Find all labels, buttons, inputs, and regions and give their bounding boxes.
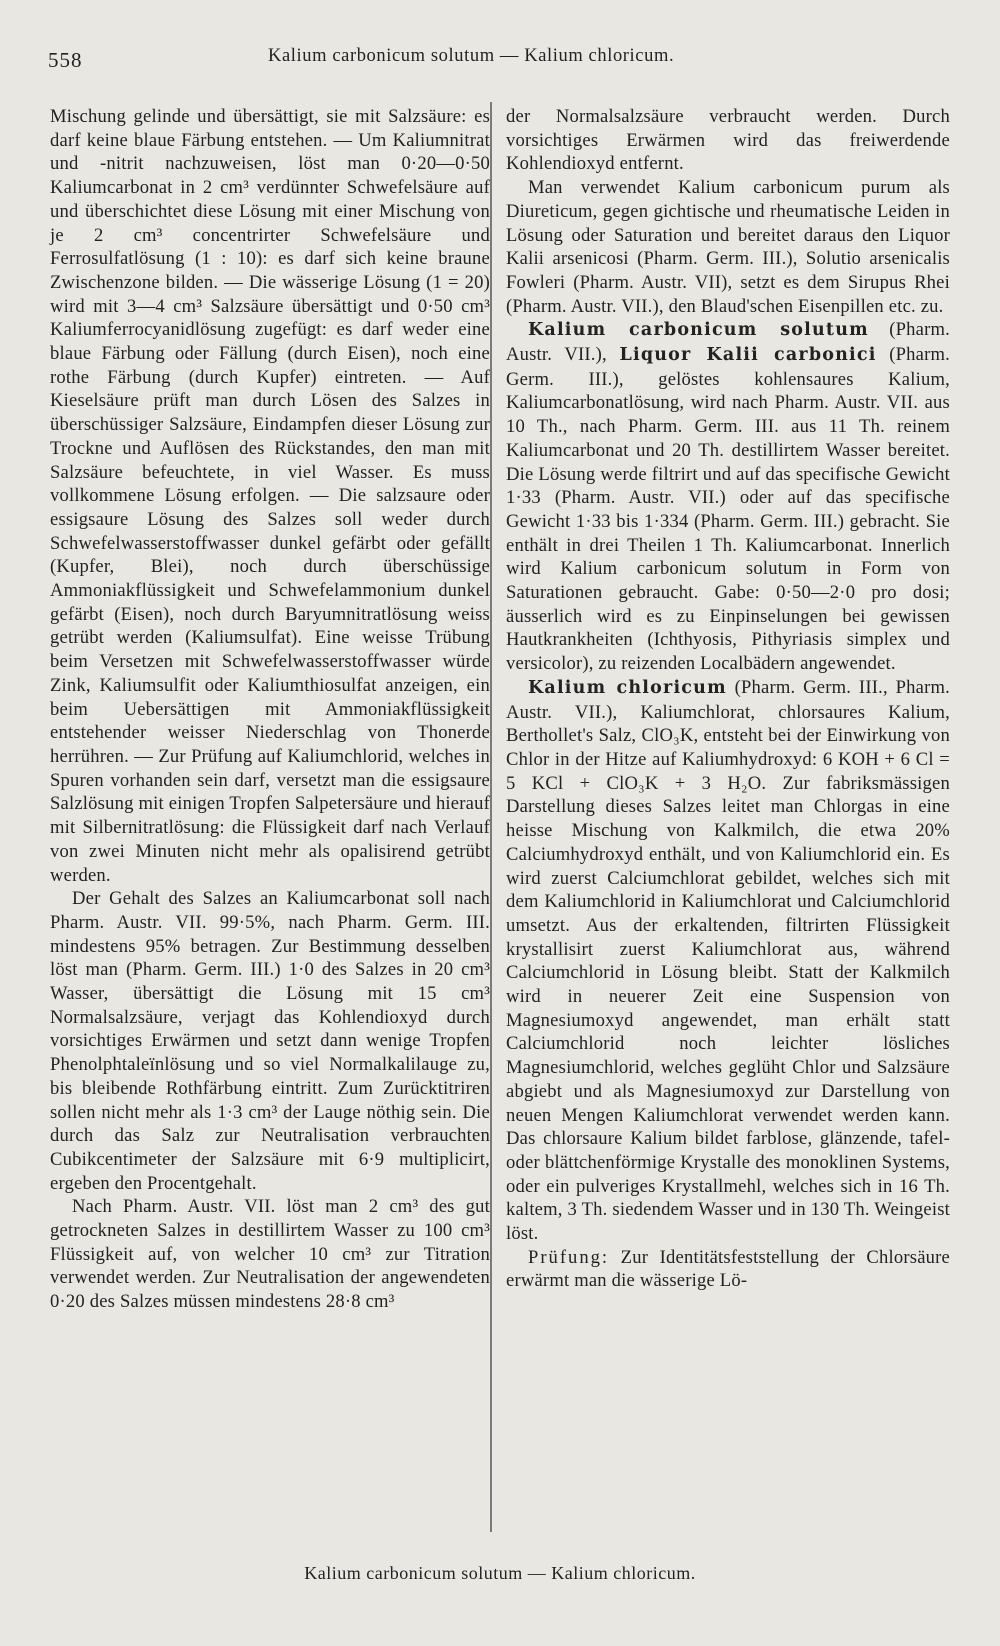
running-head: Kalium carbonicum solutum — Kalium chloricum. bbox=[268, 46, 675, 66]
column-divider bbox=[490, 102, 492, 1532]
page-footer: Kalium carbonicum solutum — Kalium chloricum. bbox=[304, 1563, 696, 1583]
section-text: Zur Identitätsfeststellung der Chlorsäure erwärmt man die wässerige Lö- bbox=[506, 1246, 950, 1292]
entry-heading: Kalium carbonicum solutum bbox=[528, 320, 869, 341]
entry-text: (Pharm. Austr. VII.), bbox=[506, 319, 950, 366]
right-paragraph-1: der Normalsalzsäure verbraucht werden. Durch vorsichtiges Erwärmen wird das freiwerdende Kohlendioxyd entfernt. bbox=[506, 106, 950, 175]
left-paragraph-3: Nach Pharm. Austr. VII. löst man 2 cm³ des gut getrockneten Salzes in destillirtem Wasser zu 100 cm³ Flüssigkeit auf, von welcher 10 cm³ zur Titration verwendet werden. Zur Neutralisation der angewendeten 0·20 des Salzes müssen mindestens 28·8 cm³ bbox=[50, 1196, 490, 1313]
left-paragraph-1: Mischung gelinde und übersättigt, sie mit Salzsäure: es darf keine blaue Färbung entstehen. — Um Kaliumnitrat und -nitrit nachzuweisen, löst man 0·20—0·50 Kaliumcarbonat in 2 cm³ verdünnter Schwefelsäure auf und überschichtet diese Lösung mit einer Mischung von je 2 cm³ concentrirter Schwefelsäure und Ferrosulfatlösung (1 : 10): es darf sich keine braune Zwischenzone bilden. — Die wässerige Lösung (1 = 20) wird mit 3—4 cm³ Salzsäure übersättigt und 0·50 cm³ Kaliumferrocyanidlösung zugefügt: es darf weder eine blaue Färbung oder Fällung (durch Eisen), noch eine rothe Färbung (durch Kupfer) eintreten. — Auf Kieselsäure prüft man durch Lösen des Salzes in überschüssiger Salzsäure, Eindampfen dieser Lösung zur Trockne und Auflösen des Rückstandes, den man mit Salzsäure befeuchtete, in viel Wasser. Es muss vollkommene Lösung erfolgen. — Die salzsaure oder essigsaure Lösung des Salzes soll weder durch Schwefelwasserstoffwasser dunkel gefärbt oder gefällt (Kupfer, Blei), noch durch überschüssige Ammoniakflüssigkeit und Schwefelammonium dunkel gefärbt (Eisen), noch durch Baryumnitratlösung weiss getrübt werden (Kaliumsulfat). Eine weisse Trübung beim Versetzen mit Schwefelwasserstoffwasser würde Zink, Kaliumsulfit oder Kaliumthiosulfat anzeigen, ein beim Uebersättigen mit Ammoniakflüssigkeit entstehender weisser Niederschlag von Thonerde herrühren. — Zur Prüfung auf Kaliumchlorid, welches in Spuren vorhanden sein darf, versetzt man die essigsaure Salzlösung mit einigen Tropfen Salpetersäure und hierauf mit Silbernitratlösung: die Flüssigkeit darf nach Verlauf von zwei Minuten nicht mehr als opalisirend getrübt werden. bbox=[50, 106, 490, 886]
pruefung-paragraph bbox=[506, 1246, 950, 1293]
right-column bbox=[506, 105, 950, 1293]
left-paragraph-2: Der Gehalt des Salzes an Kaliumcarbonat soll nach Pharm. Austr. VII. 99·5%, nach Pharm. Germ. III. mindestens 95% betragen. Zur Bestimmung desselben löst man (Pharm. Germ. III.) 1·0 des Salzes in 20 cm³ Wasser, übersättigt die Lösung mit 15 cm³ Normalsalzsäure, verjagt das Kohlendioxyd durch vorsichtiges Erwärmen und setzt dann wenige Tropfen Phenolphtaleïnlösung und so viel Normalkalilauge zu, bis bleibende Rothfärbung eintritt. Zum Zurücktitriren sollen nicht mehr als 1·3 cm³ der Lauge nöthig sein. Die durch das Salz zur Neutralisation verbrauchten Cubikcentimeter der Salzsäure mit 6·9 multiplicirt, ergeben den Procentgehalt. bbox=[50, 888, 490, 1194]
section-label: Prüfung: bbox=[528, 1246, 610, 1268]
entry-kalium-carbonicum-solutum bbox=[506, 318, 950, 676]
left-column bbox=[50, 105, 490, 1314]
entry-heading-synonym: Liquor Kalii carbonici bbox=[619, 345, 877, 366]
entry-text: (Pharm. Germ. III., Pharm. Austr. VII.), Kaliumchlorat, chlorsaures Kalium, Berthollet's Salz, ClO₃K, entsteht bei der Einwirkung von Chlor in der Hitze auf Kaliumhydroxyd: 6 KOH + 6 Cl = 5 KCl + ClO₃K + 3 H₂O. Zur fabriksmässigen Darstellung dieses Salzes leitet man Chlorgas in eine heisse Mischung von Kalkmilch, die etwa 20% Calciumhydroxyd enthält, und von Kaliumchlorid ein. Es wird zuerst Calciumchlorat gebildet, welches sich mit dem Kaliumchlorid in Kaliumchlorat und Calciumchlorid umsetzt. Aus der erkaltenden, filtrirten Flüssigkeit krystallisirt zuerst Kaliumchlorat aus, während Calciumchlorid in Lösung bleibt. Statt der Kalkmilch wird in neuerer Zeit eine Suspension von Magnesiumoxyd angewendet, man erhält statt Calciumchlorid noch leichter lösliches Magnesiumchlorid, welches geglüht Chlor und Salzsäure abgiebt und als Magnesiumoxyd zur Darstellung von neuen Mengen Kaliumchlorat verwendet werden kann. Das chlorsaure Kalium bildet farblose, glänzende, tafel- oder blättchenförmige Krystalle des monoklinen Systems, oder ein pulveriges Krystallmehl, welches sich in 16 Th. kaltem, 3 Th. siedendem Wasser und in 130 Th. Weingeist löst. bbox=[506, 676, 950, 1245]
page-number: 558 bbox=[48, 48, 83, 72]
entry-heading: Kalium chloricum bbox=[528, 677, 727, 698]
entry-kalium-chloricum bbox=[506, 676, 950, 1246]
entry-text: (Pharm. Germ. III.), gelöstes kohlensaures Kalium, Kaliumcarbonatlösung, wird nach Pharm. Austr. VII. aus 10 Th., nach Pharm. Germ. III. aus 11 Th. reinem Kaliumcarbonat und 20 Th. destillirtem Wasser bereitet. Die Lösung werde filtrirt und auf das specifische Gewicht 1·33 (Pharm. Austr. VII.) oder auf das specifische Gewicht 1·33 bis 1·334 (Pharm. Germ. III.) gebracht. Sie enthält in drei Theilen 1 Th. Kaliumcarbonat. Innerlich wird Kalium carbonicum solutum in Form von Saturationen gebraucht. Gabe: 0·50—2·0 pro dosi; äusserlich wird es zu Einpinselungen bei gewissen Hautkrankheiten (Ichthyosis, Pithyriasis simplex und versicolor), zu reizenden Localbädern angewendet. bbox=[506, 344, 950, 675]
right-paragraph-2: Man verwendet Kalium carbonicum purum als Diureticum, gegen gichtische und rheumatische Leiden in Lösung oder Saturation und bereitet daraus den Liquor Kalii arsenicosi (Pharm. Germ. III.), Solutio arsenicalis Fowleri (Pharm. Austr. VII), setzt es dem Sirupus Rhei (Pharm. Austr. VII.), den Blaud'schen Eisenpillen etc. zu. bbox=[506, 177, 950, 317]
